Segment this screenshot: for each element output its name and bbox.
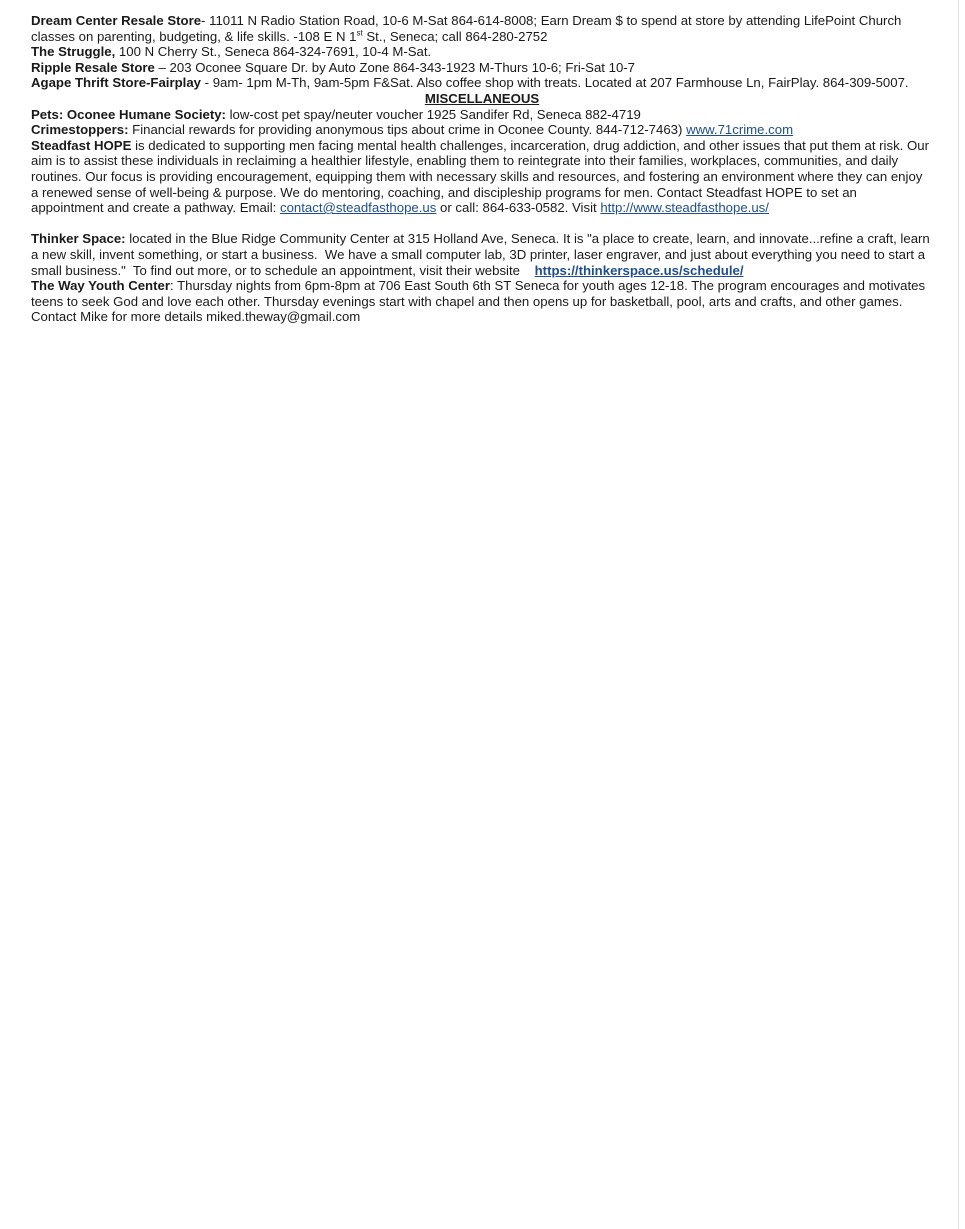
entry-pets bbox=[31, 107, 933, 123]
entry-title: Agape Thrift Store-Fairplay bbox=[31, 75, 201, 91]
entry-title: Ripple Resale Store bbox=[31, 59, 155, 75]
steadfast-email-link[interactable]: contact@steadfasthope.us bbox=[280, 200, 437, 216]
entry-text: Financial rewards for providing anonymous tips about crime in Oconee County. 844-712-7463) bbox=[128, 122, 683, 138]
entry-title: Crimestoppers: bbox=[31, 122, 129, 138]
entry-dream-center bbox=[31, 13, 933, 44]
thinker-space-link[interactable]: https://thinkerspace.us/schedule/ bbox=[534, 262, 744, 278]
entry-text: : Thursday nights from 6pm-8pm at 706 East South 6th ST Seneca for youth ages 12-18. The program encourages and motivates teens to seek God and love each other. Thursday evenings start with chapel and then opens up for basketball, pool, arts and crafts, and other games. Contact Mike for more details miked.theway@gmail.com bbox=[31, 278, 926, 325]
entry-title: The Way Youth Center bbox=[31, 278, 170, 294]
spacer bbox=[31, 216, 933, 232]
entry-the-struggle bbox=[31, 44, 933, 60]
entry-ripple-resale bbox=[31, 60, 933, 76]
entry-text: located in the Blue Ridge Community Center at 315 Holland Ave, Seneca. It is "a place to create, learn, and innovate...refine a craft, learn a new skill, invent something, or start a business. We have a small computer lab, 3D printer, laser engraver, and just about everything you need to start a small business." To find out more, or to schedule an appointment, visit their website bbox=[31, 231, 934, 278]
entry-text: 100 N Cherry St., Seneca 864-324-7691, 10-4 M-Sat. bbox=[115, 44, 432, 60]
crimestoppers-link[interactable]: www.71crime.com bbox=[686, 122, 794, 138]
document-page bbox=[31, 13, 933, 325]
entry-title: The Struggle, bbox=[31, 44, 116, 60]
entry-text: - 11011 N Radio Station Road, 10-6 M-Sat 864-614-8008; Earn Dream $ to spend at store by attending LifePoint Church classes on parenting, budgeting, & life skills. -108 E N 1 bbox=[31, 13, 902, 44]
section-heading-miscellaneous: MISCELLANEOUS bbox=[424, 90, 540, 106]
entry-text: or call: 864-633-0582. Visit bbox=[436, 200, 601, 216]
entry-title: Thinker Space: bbox=[31, 231, 126, 247]
entry-the-way-youth-center bbox=[31, 278, 933, 325]
entry-text: is dedicated to supporting men facing mental health challenges, incarceration, drug addiction, and other issues that put them at risk. Our aim is to assist these individuals in reclaiming a healthier lifestyle, enabling them to reintegrate into their families, workplaces, communities, and daily routines. Our focus is providing encouragement, equipping them with necessary skills and resources, and fostering an environment where they can enjoy a renewed sense of well-being & purpose. We do mentoring, coaching, and discipleship programs for men. Contact Steadfast HOPE to set an appointment and create a pathway. Email: bbox=[31, 137, 929, 216]
entry-title: Steadfast HOPE bbox=[31, 137, 132, 153]
entry-title: Pets: Oconee Humane Society: bbox=[31, 106, 226, 122]
entry-thinker-space bbox=[31, 231, 933, 278]
entry-agape-thrift bbox=[31, 75, 933, 91]
entry-text: – 203 Oconee Square Dr. by Auto Zone 864-343-1923 M-Thurs 10-6; Fri-Sat 10-7 bbox=[154, 59, 636, 75]
superscript: st bbox=[356, 28, 363, 38]
entry-text: St., Seneca; call 864-280-2752 bbox=[362, 28, 548, 44]
entry-title: Dream Center Resale Store bbox=[31, 13, 202, 28]
entry-crimestoppers bbox=[31, 122, 933, 138]
steadfast-website-link[interactable]: http://www.steadfasthope.us/ bbox=[600, 200, 769, 216]
entry-text: - 9am- 1pm M-Th, 9am-5pm F&Sat. Also coffee shop with treats. Located at 207 Farmhouse Ln, FairPlay. 864-309-5007. bbox=[201, 75, 909, 91]
page-edge-divider bbox=[958, 0, 959, 1229]
entry-steadfast-hope bbox=[31, 138, 933, 216]
entry-text: low-cost pet spay/neuter voucher 1925 Sandifer Rd, Seneca 882-4719 bbox=[225, 106, 641, 122]
